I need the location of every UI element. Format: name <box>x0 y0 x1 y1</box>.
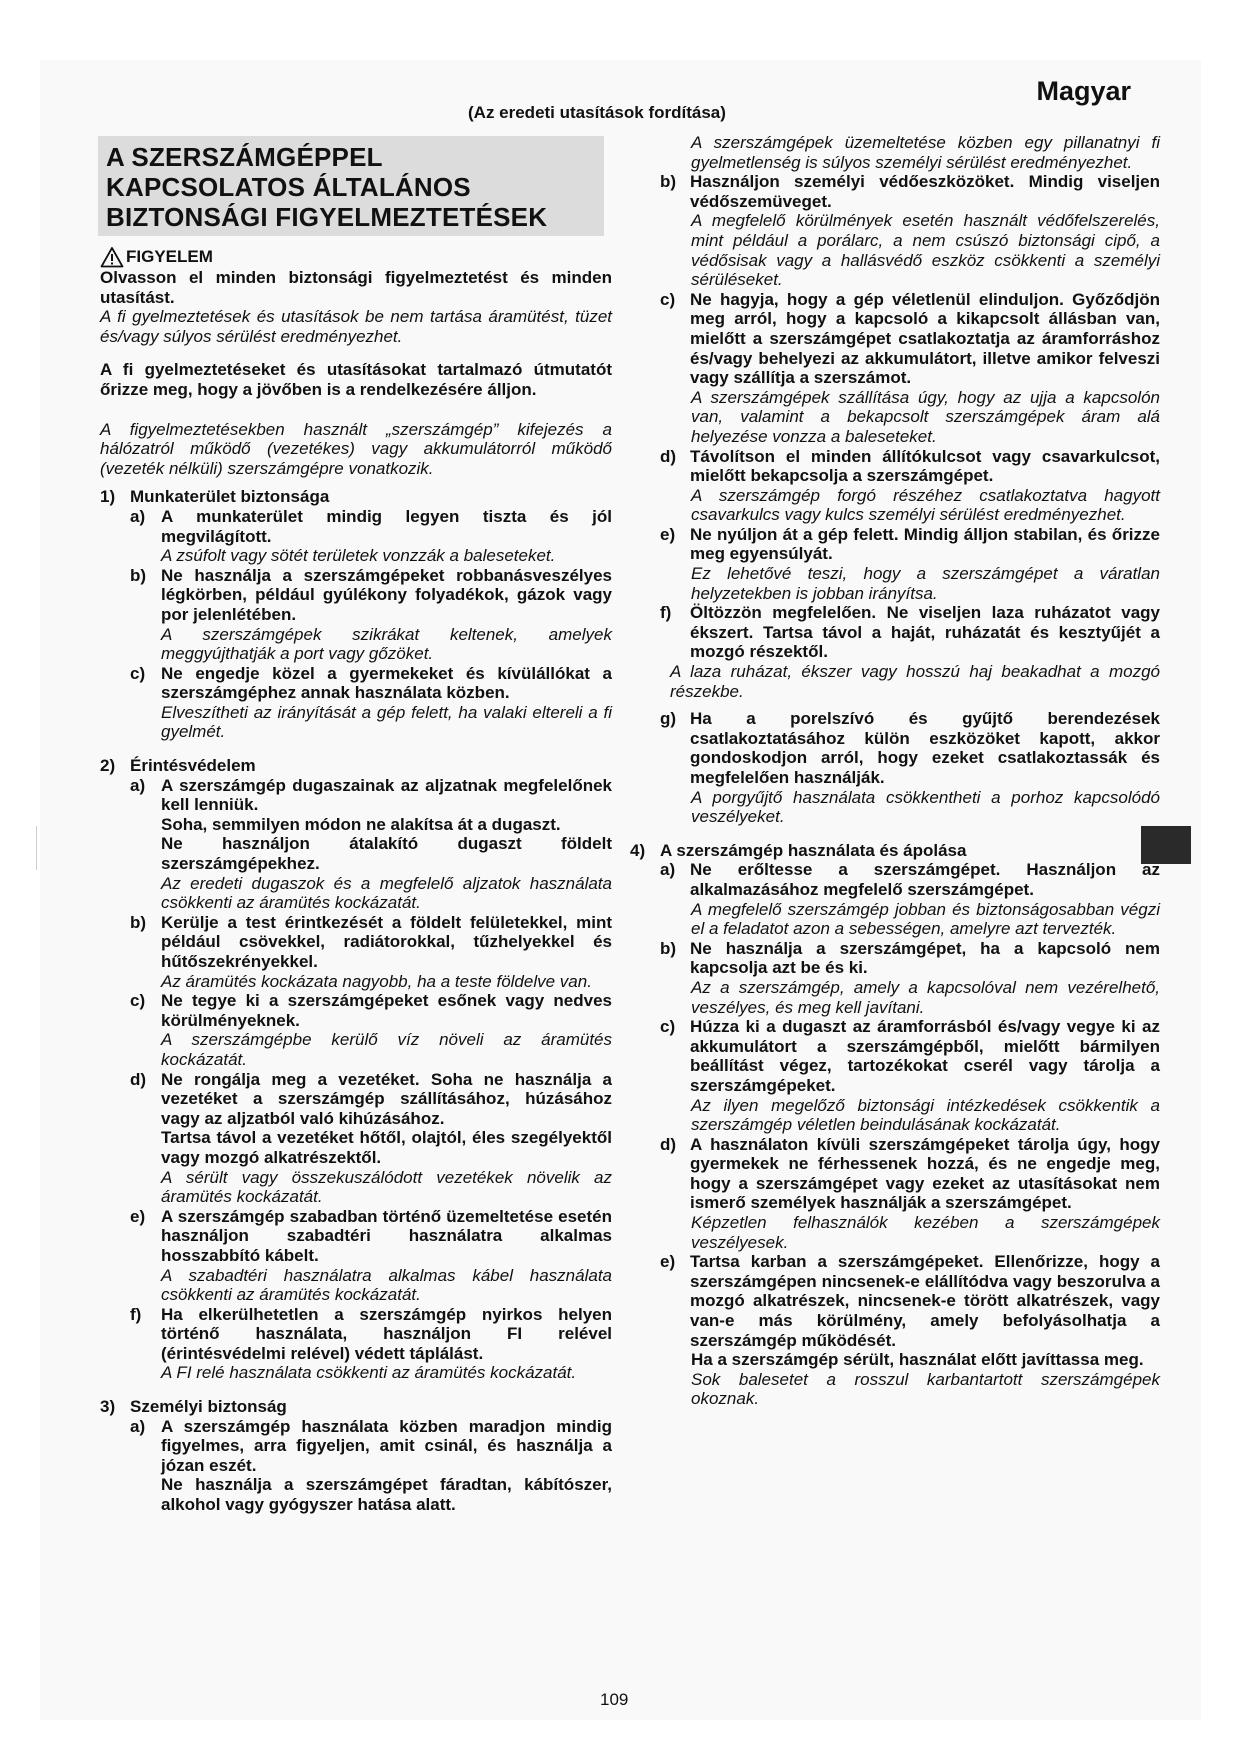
warning-label: FIGYELEM <box>126 247 213 267</box>
item-explanation: Képzetlen felhasználók kezében a szerszámgépek veszélyesek. <box>691 1213 1160 1252</box>
item-text: Soha, semmilyen módon ne alakítsa át a dugaszt. <box>161 814 561 834</box>
item-explanation: A szerszámgépek szikrákat keltenek, amelyek meggyújthatják a port vagy gőzöket. <box>161 624 612 664</box>
title-line: BIZTONSÁGI FIGYELMEZTETÉSEK <box>106 202 548 232</box>
section-heading: 4) A szerszámgép használata és ápolása <box>630 840 967 860</box>
list-item: b) Kerülje a test érintkezését a földelt felületekkel, mint például csövekkel, radiátorokkal, tűzhelyekkel és hűtőszekrényekkel. <box>130 912 612 971</box>
item-explanation: Az a szerszámgép, amely a kapcsolóval nem vezérelhető, veszélyes, és meg kell javítani. <box>691 977 1160 1017</box>
language-label: Magyar <box>1036 76 1131 106</box>
item-explanation: Elveszítheti az irányítását a gép felett, ha valaki eltereli a fi gyelmét. <box>161 702 612 742</box>
section-heading: 3) Személyi biztonság <box>100 1397 287 1417</box>
list-item: b) Használjon személyi védőeszközöket. Mindig viseljen védőszemüveget. <box>660 172 1160 211</box>
page-number: 109 <box>600 1690 629 1709</box>
list-item: f) Öltözzön megfelelően. Ne viseljen laza ruházatot vagy ékszert. Tartsa távol a haját, ruházatát és kesztyűjét a mozgó részektől. <box>660 603 1160 662</box>
item-text: Tartsa távol a vezetéket hőtől, olajtól, éles szegélyektől vagy mozgó alkatrészektől. <box>161 1128 612 1167</box>
item-explanation: Ez lehetővé teszi, hogy a szerszámgépet a váratlan helyzetekben is jobban irányítsa. <box>691 564 1160 603</box>
item-explanation: A megfelelő szerszámgép jobban és biztonságosabban végzi el a feladatot azon a sebességen, amelyre azt tervezték. <box>691 899 1160 939</box>
list-item: d) A használaton kívüli szerszámgépeket tárolja úgy, hogy gyermekek ne férhessenek hozzá, és ne engedje meg, hogy a szerszámgépet vagy ezeket az utasításokat nem ismerő személyek használják a szerszámgépet. <box>660 1134 1160 1213</box>
item-text: Ne használja a szerszámgépet fáradtan, kábítószer, alkohol vagy gyógyszer hatása alatt. <box>161 1475 612 1515</box>
item-explanation: A sérült vagy összekuszálódott vezetékek növelik az áramütés kockázatát. <box>161 1167 612 1207</box>
translation-note: (Az eredeti utasítások fordítása) <box>468 103 726 122</box>
item-explanation: A szerszámgépek szállítása úgy, hogy az ujja a kapcsolón van, valamint a bekapcsolt szerszámgépek áram alá helyezése vonzza a baleseteket. <box>691 387 1160 446</box>
list-item: a) Ne erőltesse a szerszámgépet. Használjon az alkalmazásához megfelelő szerszámgépet. <box>660 860 1160 899</box>
item-explanation: Az eredeti dugaszok és a megfelelő aljzatok használata csökkenti az áramütés kockázatát. <box>161 873 612 913</box>
list-item: a) A szerszámgép használata közben maradjon mindig figyelmes, arra figyeljen, amit csinál, és használja a józan eszét. <box>130 1416 612 1475</box>
item-explanation: A szerszámgépek üzemeltetése közben egy pillanatnyi fi gyelmetlenség is súlyos személyi sérülést eredményezhet. <box>691 133 1160 172</box>
list-item: e) Tartsa karban a szerszámgépeket. Ellenőrizze, hogy a szerszámgépen nincsenek-e elállítódva vagy beszorulva a mozgó alkatrészek, nincsenek-e törött alkatrészek, vagy van-e más körülmény, amely befolyásolhatja a szerszámgép működését. <box>660 1252 1160 1350</box>
item-explanation: Az áramütés kockázata nagyobb, ha a teste földelve van. <box>161 971 592 991</box>
list-item: b) Ne használja a szerszámgépet, ha a kapcsoló nem kapcsolja azt be és ki. <box>660 938 1160 978</box>
item-explanation: A zsúfolt vagy sötét területek vonzzák a baleseteket. <box>161 546 556 566</box>
keep-instructions: A fi gyelmeztetéseket és utasításokat tartalmazó útmutatót őrizze meg, hogy a jövőben is a rendelkezésére álljon. <box>100 360 612 399</box>
title-line: A SZERSZÁMGÉPPEL <box>106 142 383 172</box>
item-explanation: A megfelelő körülmények esetén használt védőfelszerelés, mint például a porálarc, a nem csúszó biztonsági cipő, a védősisak vagy a hallásvédő eszköz csökkenti a személyi sérüléseket. <box>691 211 1160 290</box>
item-text: Ha a szerszámgép sérült, használat előtt javíttassa meg. <box>691 1350 1144 1370</box>
section-heading: 1) Munkaterület biztonsága <box>100 487 330 507</box>
section-heading: 2) Érintésvédelem <box>100 756 256 776</box>
list-item: e) Ne nyúljon át a gép felett. Mindig álljon stabilan, és őrizze meg egyensúlyát. <box>660 524 1160 564</box>
right-column <box>630 133 1160 1409</box>
list-item: d) Ne rongálja meg a vezetéket. Soha ne használja a vezetéket a szerszámgép szállításához, húzásához vagy az aljzatból való kihúzásához. <box>130 1069 612 1128</box>
list-item: g) Ha a porelszívó és gyűjtő berendezések csatlakoztatásához külön eszközöket kapott, akkor gondoskodjon arról, hogy ezeket csatlakoztassák és megfelelően használják. <box>660 709 1160 787</box>
item-explanation: A FI relé használata csökkenti az áramütés kockázatát. <box>161 1363 577 1383</box>
item-explanation: A porgyűjtő használata csökkentheti a porhoz kapcsolódó veszélyeket. <box>691 787 1160 827</box>
item-explanation: A szabadtéri használatra alkalmas kábel használata csökkenti az áramütés kockázatát. <box>161 1265 612 1305</box>
list-item: a) A munkaterület mindig legyen tiszta és jól megvilágított. <box>130 506 612 546</box>
list-item: a) A szerszámgép dugaszainak az aljzatnak megfelelőnek kell lenniük. <box>130 775 612 815</box>
list-item: c) Húzza ki a dugaszt az áramforrásból és/vagy vegye ki az akkumulátort a szerszámgépből, mielőtt bármilyen beállítást végez, tartozékokat cserél vagy tárolja a szerszámgépeket. <box>660 1017 1160 1095</box>
list-item: d) Távolítson el minden állítókulcsot vagy csavarkulcsot, mielőtt bekapcsolja a szerszámgépet. <box>660 446 1160 486</box>
list-item: c) Ne engedje közel a gyermekeket és kívülállókat a szerszámgéphez annak használata közben. <box>130 663 612 703</box>
warning-triangle-icon <box>100 246 124 268</box>
page-title <box>98 136 604 236</box>
edge-mark <box>36 826 37 870</box>
item-explanation: Sok balesetet a rosszul karbantartott szerszámgépek okoznak. <box>691 1369 1160 1409</box>
item-explanation: A szerszámgépbe kerülő víz növeli az áramütés kockázatát. <box>161 1030 612 1069</box>
item-text: Ne használjon átalakító dugaszt földelt szerszámgépekhez. <box>161 834 612 874</box>
list-item: b) Ne használja a szerszámgépeket robbanásveszélyes légkörben, például gyúlékony folyadékok, gázok vagy por jelenlétében. <box>130 565 612 624</box>
warning-consequence: A fi gyelmeztetések és utasítások be nem tartása áramütést, tüzet és/vagy súlyos sérülést eredményezhet. <box>100 307 612 346</box>
list-item: f) Ha elkerülhetetlen a szerszámgép nyirkos helyen történő használata, használjon FI relével (érintésvédelmi relével) védett táplálást. <box>130 1304 612 1363</box>
left-column <box>100 136 612 1515</box>
warning-text: Olvasson el minden biztonsági figyelmeztetést és minden utasítást. <box>100 268 612 307</box>
item-explanation: A laza ruházat, ékszer vagy hosszú haj beakadhat a mozgó részekbe. <box>670 662 1160 701</box>
list-item: c) Ne tegye ki a szerszámgépeket esőnek vagy nedves körülményeknek. <box>130 991 612 1030</box>
list-item: e) A szerszámgép szabadban történő üzemeltetése esetén használjon szabadtéri használatra alkalmas hosszabbító kábelt. <box>130 1206 612 1265</box>
item-explanation: A szerszámgép forgó részéhez csatlakoztatva hagyott csavarkulcs vagy kulcs személyi sérülést eredményezhet. <box>691 485 1160 525</box>
title-line: KAPCSOLATOS ÁLTALÁNOS <box>106 172 471 202</box>
list-item: c) Ne hagyja, hogy a gép véletlenül elinduljon. Győződjön meg arról, hogy a kapcsoló a kikapcsolt állásban van, mielőtt a szerszámgépet csatlakoztatja az áramforráshoz és/vagy behelyezi az akkumulátort, illetve amikor felveszi vagy szállítja a szerszámot. <box>660 289 1160 388</box>
term-definition: A figyelmeztetésekben használt „szerszámgép” kifejezés a hálózatról működő (vezetékes) vagy akkumulátorról működő (vezeték nélküli) szerszámgépre vonatkozik. <box>100 419 612 478</box>
item-explanation: Az ilyen megelőző biztonsági intézkedések csökkentik a szerszámgép véletlen beindulásának kockázatát. <box>691 1095 1160 1135</box>
warning-heading <box>100 246 612 268</box>
